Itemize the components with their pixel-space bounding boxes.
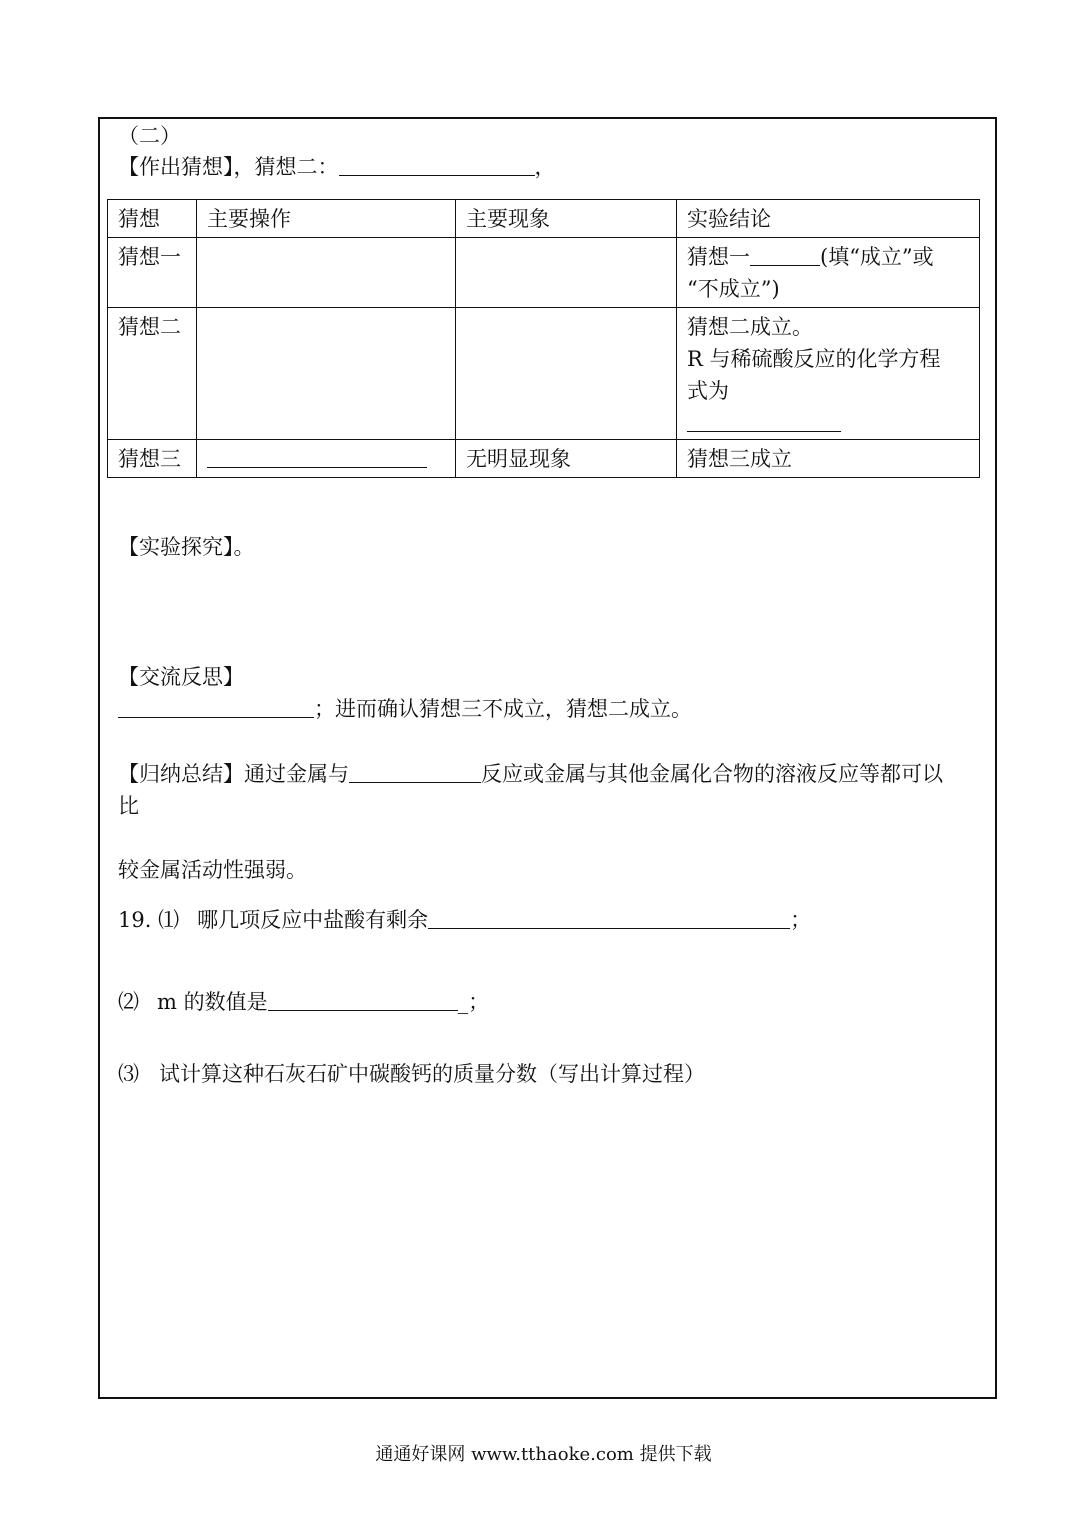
row2-name: 猜想二 xyxy=(108,308,197,440)
q19-part2 xyxy=(118,990,489,1015)
summary-line3: 较金属活动性强弱。 xyxy=(118,858,307,882)
q19-part1-text: 哪几项反应中盐酸有剩余 xyxy=(197,908,429,932)
reflection-blank[interactable] xyxy=(118,697,314,718)
q19-part1 xyxy=(118,908,811,933)
row1-conclusion xyxy=(677,238,980,308)
header-conclusion: 实验结论 xyxy=(677,200,980,238)
row1-conclusion-blank[interactable] xyxy=(750,245,820,266)
hypothesis-line xyxy=(118,155,556,180)
row3-name: 猜想三 xyxy=(108,440,197,478)
q19-part2-end: _； xyxy=(457,990,490,1014)
row1-name: 猜想一 xyxy=(108,238,197,308)
hypothesis-suffix: ， xyxy=(534,155,556,179)
q19-part3 xyxy=(118,1062,705,1087)
summary-line2: 比 xyxy=(118,794,139,818)
table-row xyxy=(108,238,980,308)
row2-equation-blank[interactable] xyxy=(687,411,841,432)
row1-phenomenon-cell[interactable] xyxy=(456,238,677,308)
row1-operation-cell[interactable] xyxy=(197,238,456,308)
table-row xyxy=(108,440,980,478)
row2-conclusion-line2: R 与稀硫酸反应的化学方程 xyxy=(687,347,941,371)
row3-phenomenon: 无明显现象 xyxy=(456,440,677,478)
q19-part1-blank[interactable] xyxy=(428,908,790,929)
row3-operation-cell xyxy=(197,440,456,478)
q19-part3-text: 试计算这种石灰石矿中碳酸钙的质量分数（写出计算过程） xyxy=(159,1062,705,1086)
section-label: （二） xyxy=(118,124,181,148)
reflection-text: ；进而确认猜想三不成立，猜想二成立。 xyxy=(314,697,692,721)
row2-phenomenon-cell[interactable] xyxy=(456,308,677,440)
summary-blank[interactable] xyxy=(349,762,481,783)
q19-part1-end: ； xyxy=(790,908,812,932)
table-header-row xyxy=(108,200,980,238)
footer: 通通好课网 www.tthaoke.com 提供下载 xyxy=(375,1444,712,1465)
row1-conclusion-suffix: (填“成立”或 xyxy=(820,245,934,269)
header-phenomenon: 主要现象 xyxy=(456,200,677,238)
q19-part2-label: ⑵ xyxy=(118,990,139,1014)
row2-conclusion-line3: 式为 xyxy=(687,379,729,403)
row2-conclusion xyxy=(677,308,980,440)
row3-operation-blank[interactable] xyxy=(207,447,427,468)
summary-middle: 反应或金属与其他金属化合物的溶液反应等都可以 xyxy=(481,762,943,786)
hypothesis-blank[interactable] xyxy=(339,155,535,176)
hypothesis-prefix: 【作出猜想】，猜想二： xyxy=(118,155,339,179)
row3-conclusion: 猜想三成立 xyxy=(677,440,980,478)
q19-part2-text: m 的数值是 xyxy=(157,990,268,1014)
q19-part2-blank[interactable] xyxy=(268,990,458,1011)
experiment-heading: 【实验探究】。 xyxy=(118,535,255,559)
summary-prefix: 【归纳总结】通过金属与 xyxy=(118,762,349,786)
row2-conclusion-line1: 猜想二成立。 xyxy=(687,315,813,339)
q19-part1-label: 19. ⑴ xyxy=(118,908,180,932)
table-row xyxy=(108,308,980,440)
q19-part3-label: ⑶ xyxy=(118,1062,139,1086)
header-operation: 主要操作 xyxy=(197,200,456,238)
summary-line xyxy=(118,762,943,787)
row1-conclusion-prefix: 猜想一 xyxy=(687,245,750,269)
reflection-line xyxy=(118,697,692,722)
reflection-heading: 【交流反思】 xyxy=(118,665,244,689)
header-hypothesis: 猜想 xyxy=(108,200,197,238)
row2-operation-cell[interactable] xyxy=(197,308,456,440)
row1-conclusion-line2: “不成立”) xyxy=(687,277,780,301)
hypothesis-table xyxy=(107,199,980,478)
